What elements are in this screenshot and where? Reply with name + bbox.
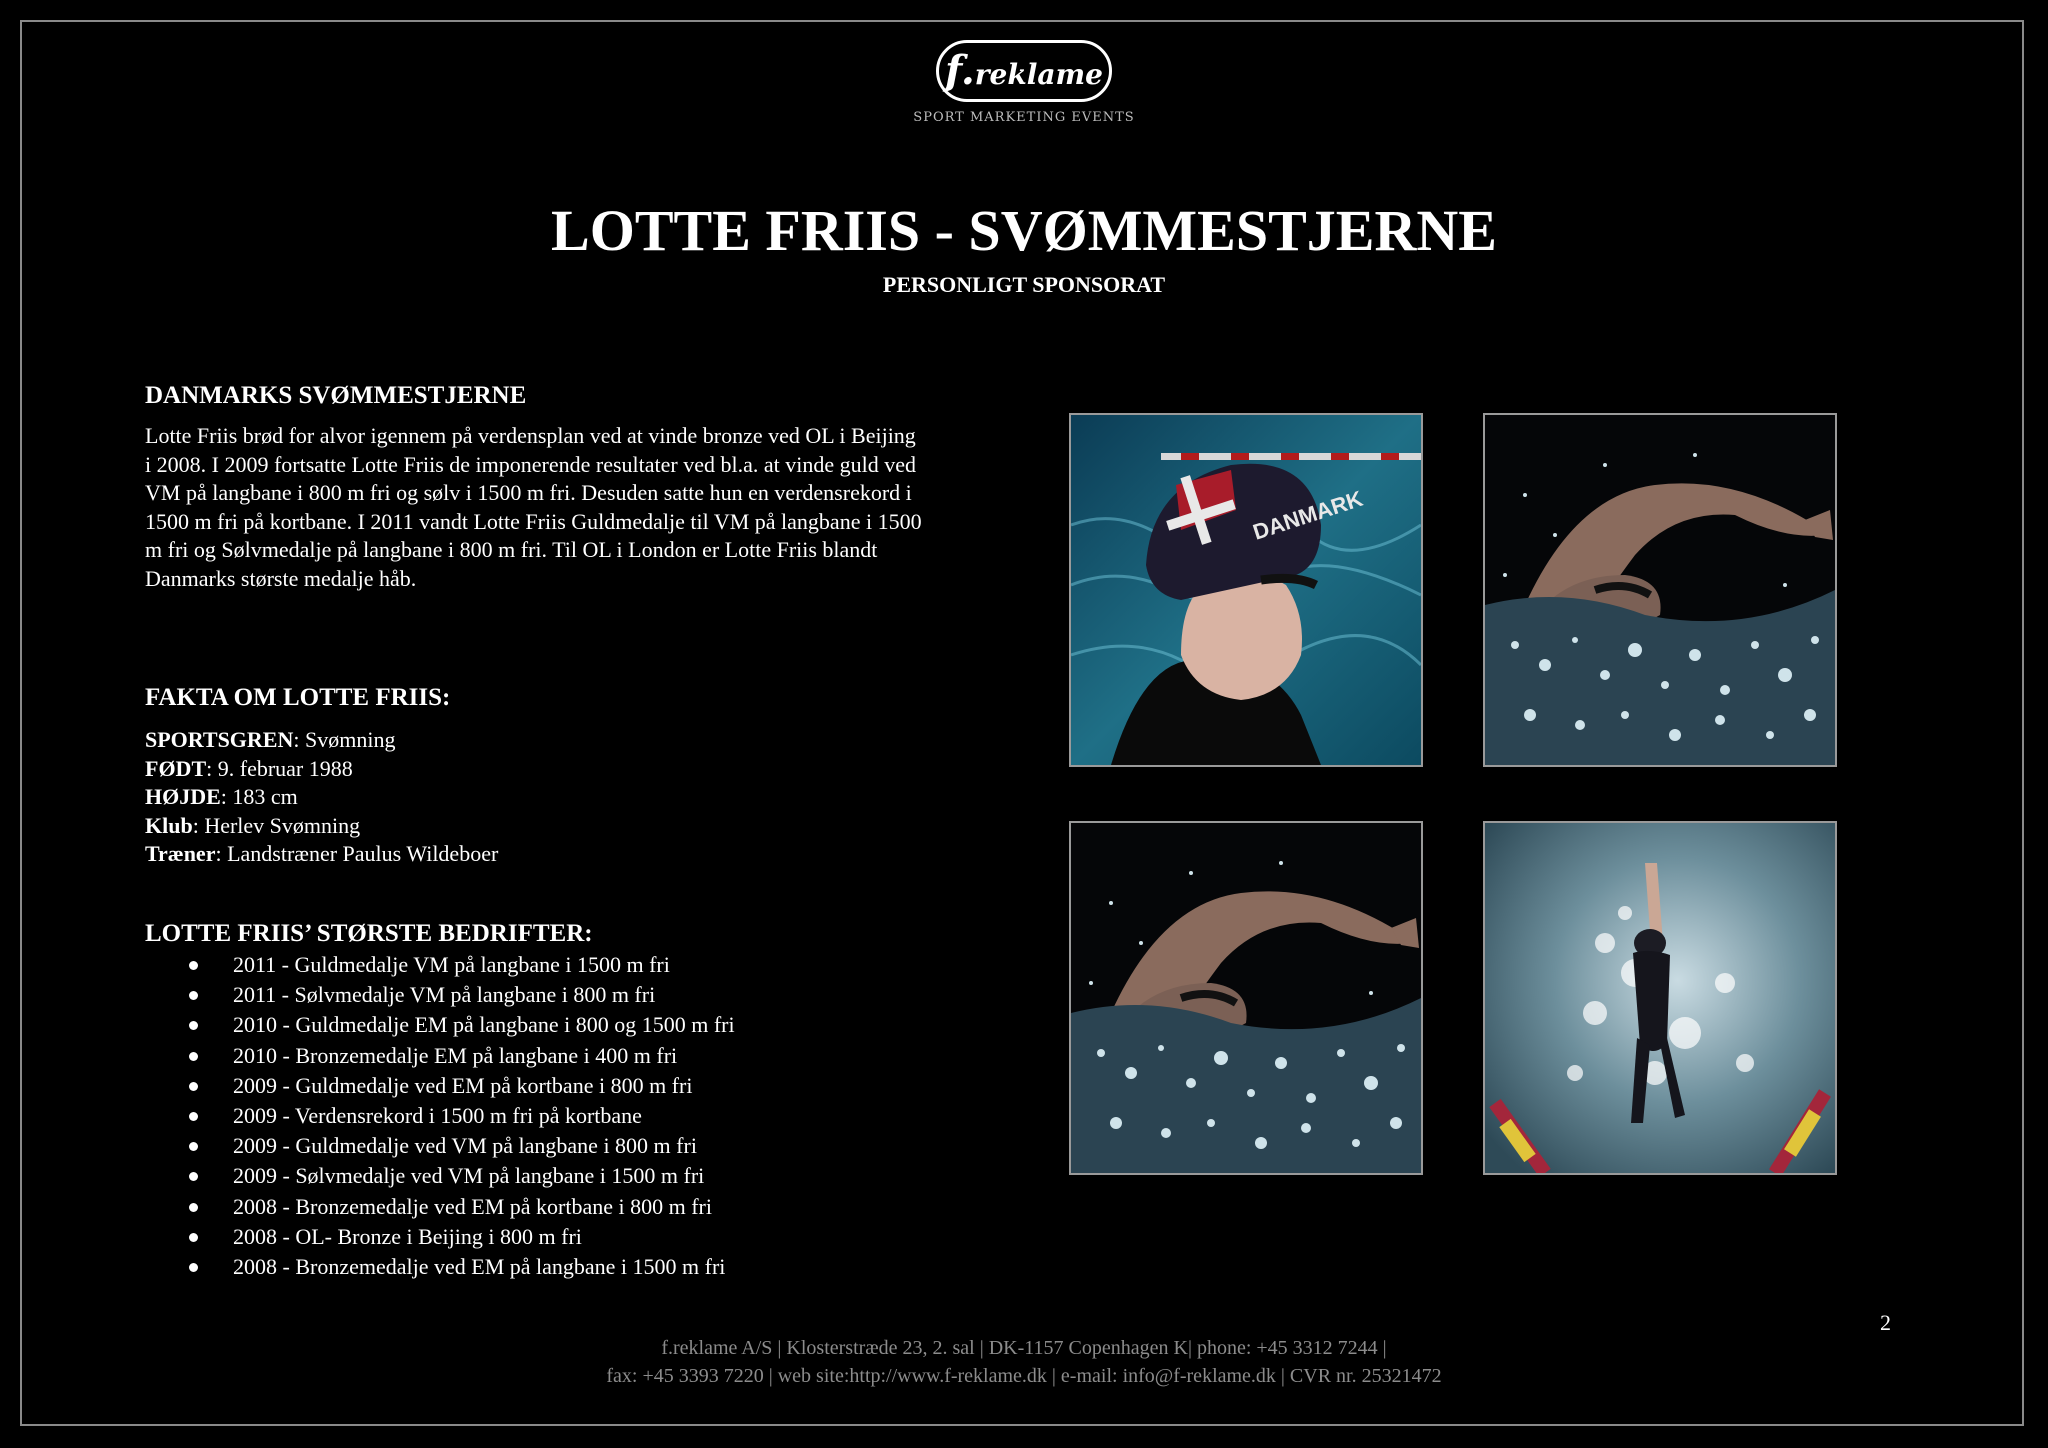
fact-item: Klub: Herlev Svømning bbox=[145, 812, 361, 838]
facts-section bbox=[145, 682, 925, 869]
list-item: 2011 - Guldmedalje VM på langbane i 1500 m fri bbox=[145, 950, 925, 980]
list-item: 2009 - Sølvmedalje ved VM på langbane i 1500 m fri bbox=[145, 1161, 925, 1191]
achievements-list bbox=[145, 950, 925, 1282]
page-title: LOTTE FRIIS - SVØMMESTJERNE bbox=[551, 198, 1497, 263]
page-number: 2 bbox=[1880, 1310, 1891, 1335]
list-item: 2009 - Guldmedalje ved VM på langbane i 800 m fri bbox=[145, 1131, 925, 1161]
facts-heading: FAKTA OM LOTTE FRIIS: bbox=[145, 684, 451, 711]
intro-heading: DANMARKS SVØMMESTJERNE bbox=[145, 382, 527, 409]
fact-item: FØDT: 9. februar 1988 bbox=[145, 755, 353, 781]
footer-line-2: fax: +45 3393 7220 | web site:http://www.f-reklame.dk | e-mail: info@f-reklame.dk | CVR nr. 25321472 bbox=[606, 1365, 1442, 1387]
logo-tagline: SPORT MARKETING EVENTS bbox=[913, 110, 1135, 125]
photo-swimmer-stroke-2 bbox=[1069, 821, 1423, 1175]
achievements-section bbox=[145, 918, 925, 1282]
list-item: 2008 - OL- Bronze i Beijing i 800 m fri bbox=[145, 1222, 925, 1252]
list-item: 2008 - Bronzemedalje ved EM på kortbane i 800 m fri bbox=[145, 1192, 925, 1222]
fact-item: SPORTSGREN: Svømning bbox=[145, 727, 396, 752]
footer-line-1: f.reklame A/S | Klosterstræde 23, 2. sal | DK-1157 Copenhagen K| phone: +45 3312 7244 | bbox=[661, 1337, 1387, 1359]
photo-swimmer-underwater bbox=[1483, 821, 1837, 1175]
list-item: 2009 - Guldmedalje ved EM på kortbane i 800 m fri bbox=[145, 1071, 925, 1101]
list-item: 2009 - Verdensrekord i 1500 m fri på kortbane bbox=[145, 1101, 925, 1131]
intro-body: Lotte Friis brød for alvor igennem på verdensplan ved at vinde bronze ved OL i Beijing i 2008. I 2009 fortsatte Lotte Friis de imponerende resultater ved bl.a. at vinde guld ved VM på langbane i 800 m fri og sølv i 1500 m fri. Desuden satte hun en verdensrekord i 1500 m fri på kortbane. I 2011 vandt Lotte Friis Guldmedalje til VM på langbane i 1500 m fri og Sølvmedalje på langbane i 800 m fri. Til OL i London er Lotte Friis blandt Danmarks største medalje håb. bbox=[145, 423, 922, 591]
fact-item: Træner: Landstræner Paulus Wildeboer bbox=[145, 841, 499, 867]
photo-swimmer-portrait bbox=[1069, 413, 1423, 767]
list-item: 2010 - Bronzemedalje EM på langbane i 400 m fri bbox=[145, 1041, 925, 1071]
list-item: 2011 - Sølvmedalje VM på langbane i 800 m fri bbox=[145, 980, 925, 1010]
footer bbox=[0, 1334, 2048, 1390]
intro-section bbox=[145, 380, 925, 594]
photo-swimmer-stroke bbox=[1483, 413, 1837, 767]
fact-item: HØJDE: 183 cm bbox=[145, 784, 298, 810]
facts-list bbox=[145, 726, 925, 869]
svg-text:DANMARK: DANMARK bbox=[1249, 485, 1366, 545]
page-subtitle: PERSONLIGT SPONSORAT bbox=[882, 272, 1166, 297]
achievements-heading: LOTTE FRIIS’ STØRSTE BEDRIFTER: bbox=[145, 920, 593, 947]
logo-block bbox=[0, 40, 2048, 125]
list-item: 2010 - Guldmedalje EM på langbane i 800 og 1500 m fri bbox=[145, 1010, 925, 1040]
brand-logo: f.reklame bbox=[936, 40, 1112, 102]
list-item: 2008 - Bronzemedalje ved EM på langbane i 1500 m fri bbox=[145, 1252, 925, 1282]
